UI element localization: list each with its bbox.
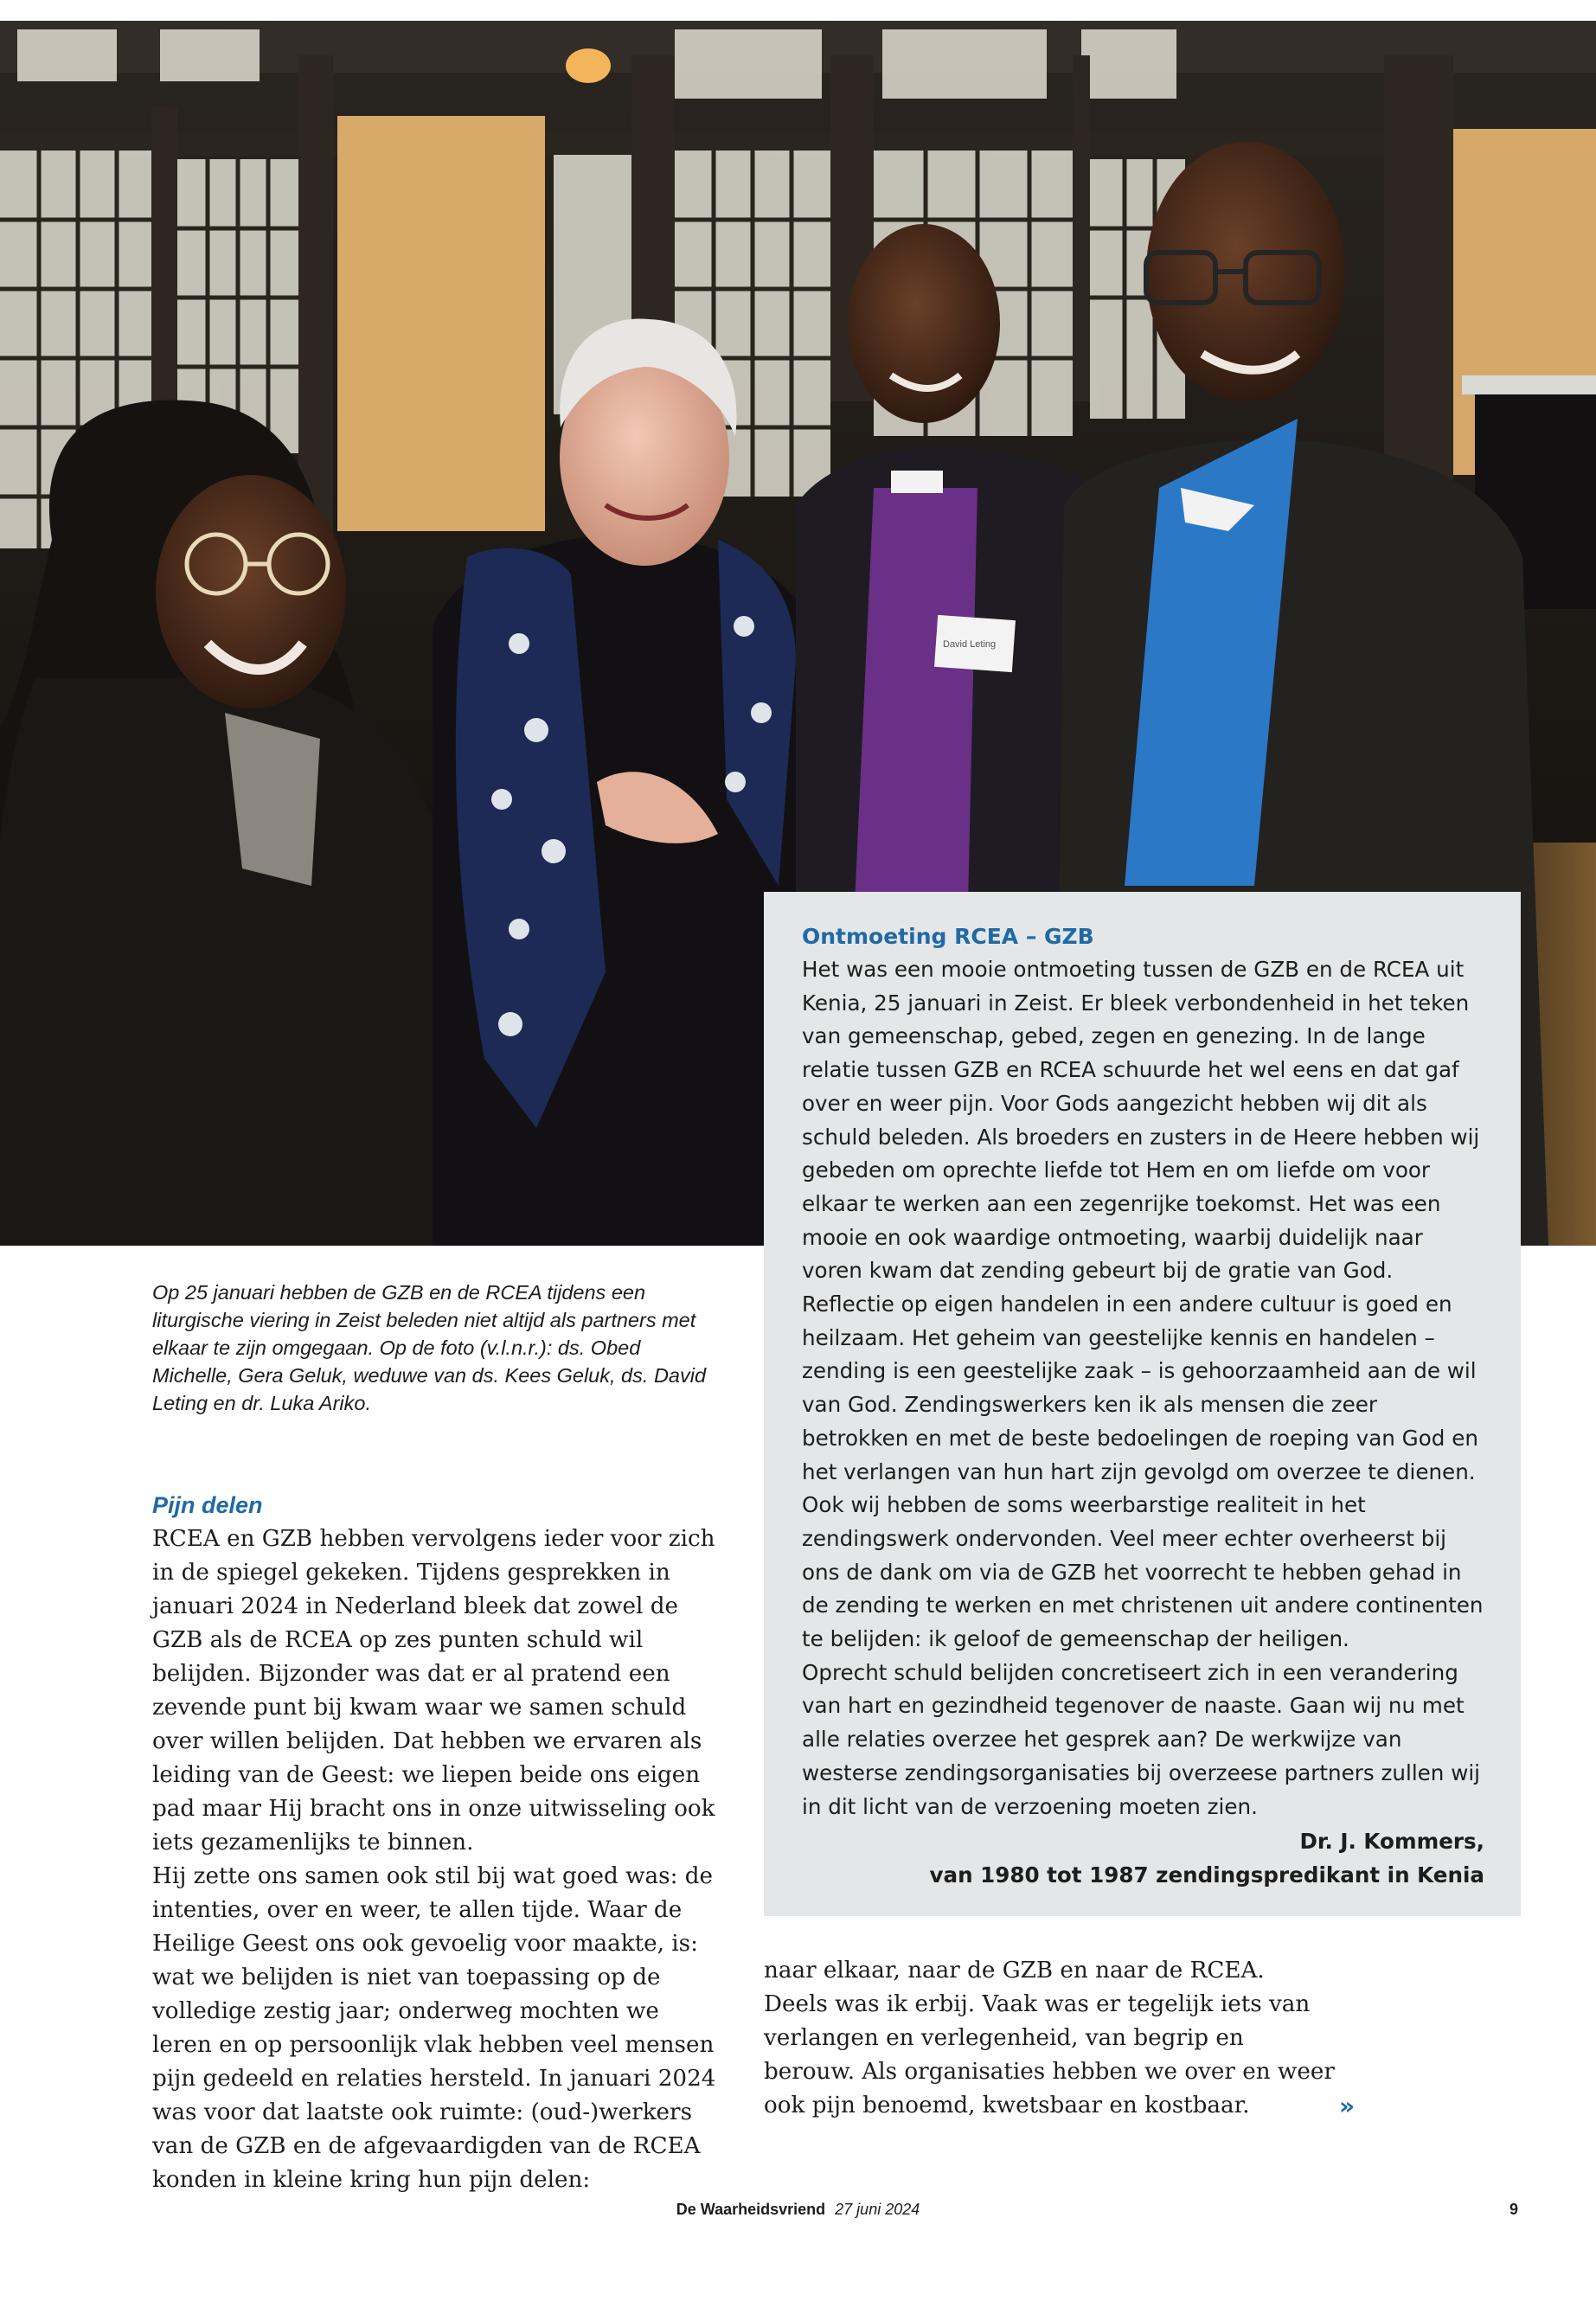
box-paragraph: Het was een mooie ontmoeting tussen de GZB en de RCEA uit Kenia, 25 januari in Zeist. Er bleek verbondenheid in het teken van gemeenschap, gebed, zegen en genezing. In de lange relatie tussen GZB en RCEA schuurde het wel eens en dat gaf over en weer pijn. Voor Gods aangezicht hebben wij dit als schuld beleden. Als broeders en zusters in de Heere hebben wij gebeden om oprechte liefde tot Hem en om liefde om voor elkaar te werken aan een zegenrijke toekomst. Het was een mooie en ook waardige ontmoeting, waarbij duidelijk naar voren kwam dat zending gebeurt bij de gratie van God. <box>802 957 1480 1284</box>
continue-icon: » <box>1339 2092 1356 2120</box>
box-author-role: van 1980 tot 1987 zendingspredikant in Kenia <box>929 1862 1484 1888</box>
right-paragraph: naar elkaar, naar de GZB en naar de RCEA. Deels was ik erbij. Vaak was er tegelijk iets van verlangen en verlegenheid, van begrip en berouw. Als organisaties hebben we over en weer ook pijn benoemd, kwetsbaar en kostbaar. <box>764 1958 1335 2118</box>
issue-date: 27 juni 2024 <box>835 2201 920 2218</box>
left-column <box>152 1490 723 2197</box>
left-paragraph: Hij zette ons samen ook stil bij wat goed was: de intenties, over en weer, te allen tijde. Waar de Heilige Geest ons ook gevoelig voor maakte, is: wat we belijden is niet van toepassing op de volledige zestig jaar; onderweg mochten we leren en op persoonlijk vlak hebben veel mensen pijn gedeeld en relaties hersteld. In januari 2024 was voor dat laatste ook ruimte: (oud-)werkers van de GZB en de afgevaardigden van de RCEA konden in kleine kring hun pijn delen: <box>152 1863 716 2193</box>
box-text <box>802 953 1484 1823</box>
right-column <box>764 1954 1335 2123</box>
box-author: Dr. J. Kommers, <box>1299 1829 1484 1855</box>
box-title: Ontmoeting RCEA – GZB <box>802 924 1094 949</box>
magazine-title: De Waarheidsvriend <box>676 2201 826 2218</box>
sidebar-box <box>764 892 1521 1916</box>
box-paragraph: Oprecht schuld belijden concretiseert zich in een verandering van hart en gezindheid tegenover de naaste. Gaan wij nu met alle relaties overzee het gesprek aan? De werkwijze van westerse zendingsorganisaties bij overzeese partners zullen wij in dit licht van de verzoening moeten zien. <box>802 1659 1480 1819</box>
section-heading-pijn-delen: Pijn delen <box>152 1492 263 1518</box>
page-number: 9 <box>1509 2201 1519 2218</box>
photo-caption: Op 25 januari hebben de GZB en de RCEA tijdens een liturgische viering in Zeist beleden niet altijd als partners met elkaar te zijn omgegaan. Op de foto (v.l.n.r.): ds. Obed Michelle, Gera Geluk, weduwe van ds. Kees Geluk, ds. David Leting en dr. Luka Ariko. <box>152 1281 707 1414</box>
box-paragraph: Reflectie op eigen handelen in een andere cultuur is goed en heilzaam. Het geheim van geestelijke kennis en handelen – zending is een geestelijke zaak – is gehoorzaamheid aan de wil van God. Zendingswerkers ken ik als mensen die zeer betrokken en met de beste bedoelingen de roeping van God en het verlangen van hun hart zijn gevolgd om overzee te dienen. Ook wij hebben de soms weerbarstige realiteit in het zendingswerk ondervonden. Veel meer echter overheerst bij ons de dank om via de GZB het voorrecht te hebben gehad in de zending te werken en met christenen uit andere continenten te belijden: ik geloof de gemeenschap der heiligen. <box>802 1292 1484 1652</box>
left-column-text <box>152 1522 723 2197</box>
box-signature <box>802 1825 1484 1892</box>
photo-name-tag-text: David Leting <box>943 639 997 650</box>
page-footer <box>0 2201 1596 2219</box>
left-paragraph: RCEA en GZB hebben vervolgens ieder voor zich in de spiegel gekeken. Tijdens gesprekken in januari 2024 in Nederland bleek dat zowel de GZB als de RCEA op zes punten schuld wil belijden. Bijzonder was dat er al pratend een zevende punt bij kwam waar we samen schuld over willen belijden. Dat hebben we ervaren als leiding van de Geest: we liepen beide ons eigen pad maar Hij bracht ons in onze uitwisseling ook iets gezamenlijks te binnen. <box>152 1526 715 1856</box>
